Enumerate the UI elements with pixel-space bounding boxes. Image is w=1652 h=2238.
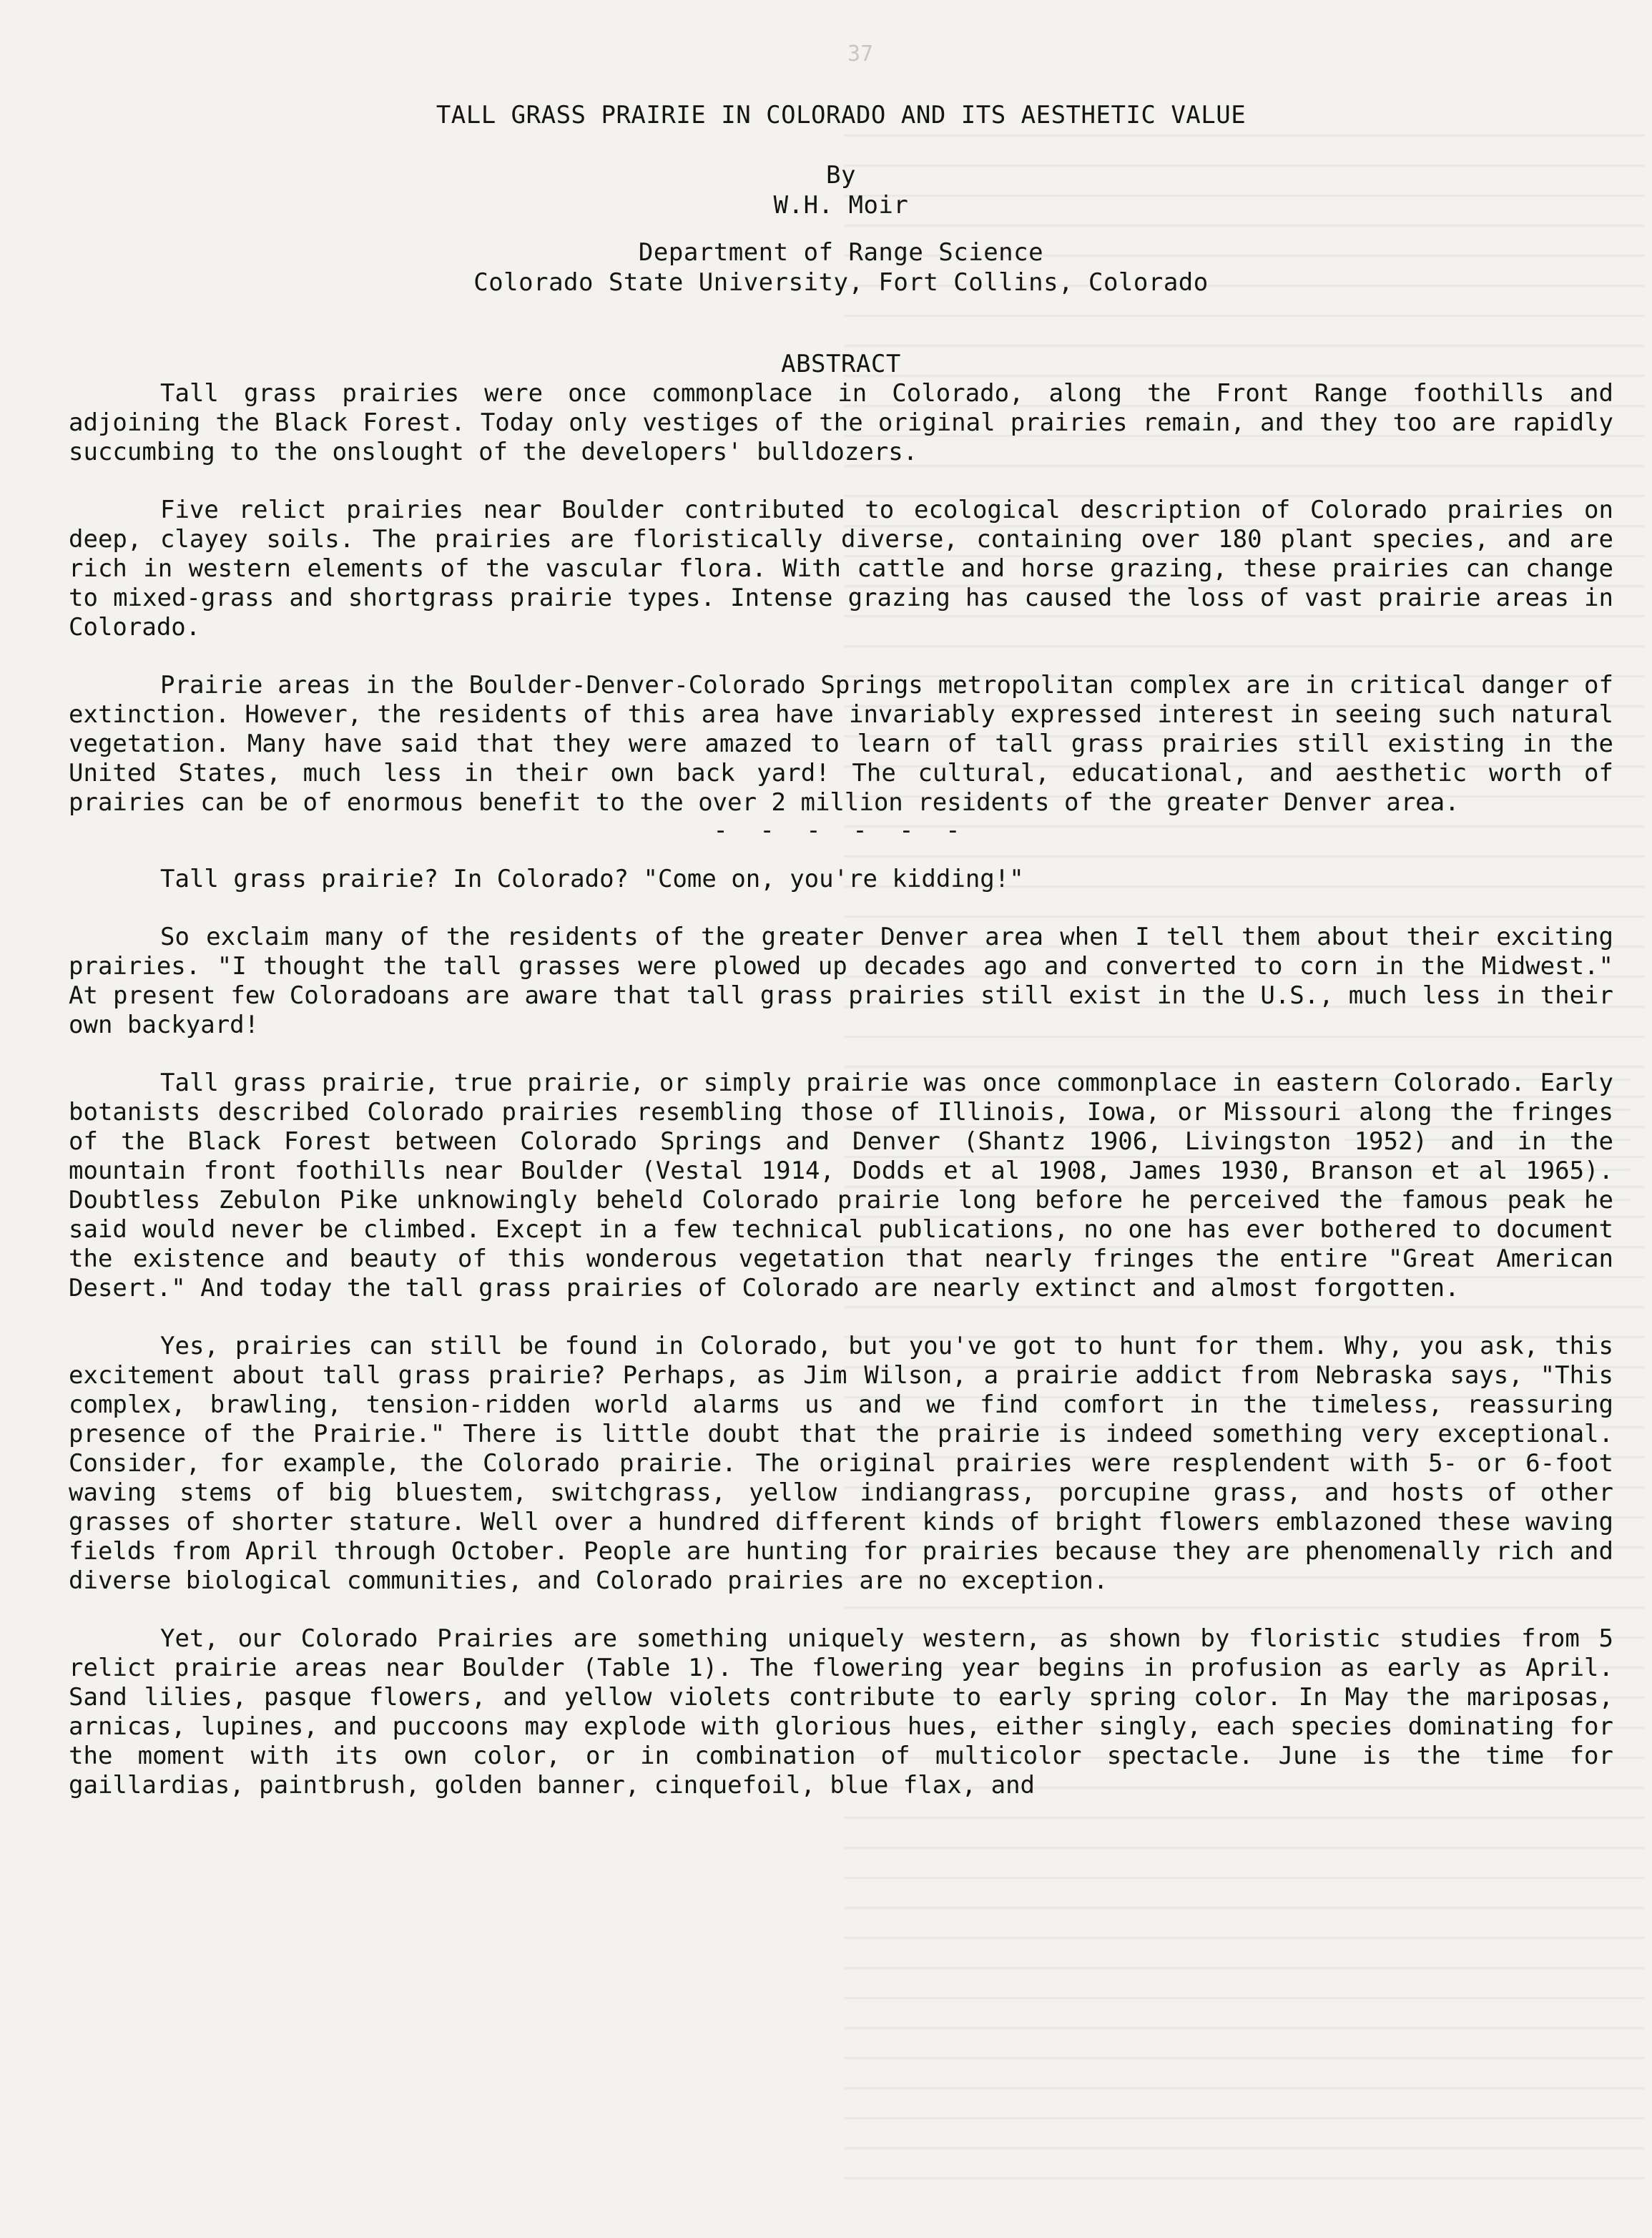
- author-department: Department of Range Science: [638, 238, 1044, 267]
- byline-label: By: [826, 161, 856, 190]
- body-paragraph: So exclaim many of the residents of the greater Denver area when I tell them about their exciting prairies. "I thought the tall grasses were plowed up decades ago and converted to corn in the Midwest." At present few Coloradoans are aware that tall grass prairies still exist in the U.S., much less in their own backyard!: [69, 923, 1613, 1039]
- abstract-paragraph: Tall grass prairies were once commonplace in Colorado, along the Front Range foothills and adjoining the Black Forest. Today only vestiges of the original prairies remain, and they too are rapidly succumbing to the onslought of the developers' bulldozers.: [69, 379, 1613, 466]
- abstract-paragraph: Five relict prairies near Boulder contributed to ecological description of Colorado prairies on deep, clayey soils. The prairies are floristically diverse, containing over 180 plant species, and are rich in western elements of the vascular flora. With cattle and horse grazing, these prairies can change to mixed-grass and shortgrass prairie types. Intense grazing has caused the loss of vast prairie areas in Colorado.: [69, 496, 1613, 642]
- section-separator: - - - - - -: [713, 816, 969, 845]
- body-paragraph: Yes, prairies can still be found in Colorado, but you've got to hunt for them. Why, you ask, this excitement about tall grass prairie? Perhaps, as Jim Wilson, a prairie addict from Nebraska says, "This complex, brawling, tension-ridden world alarms us and we find comfort in the timeless, reassuring presence of the Prairie." There is little doubt that the prairie is indeed something very exceptional. Consider, for example, the Colorado prairie. The original prairies were resplendent with 5- or 6-foot waving stems of big bluestem, switchgrass, yellow indiangrass, porcupine grass, and hosts of other grasses of shorter stature. Well over a hundred different kinds of bright flowers emblazoned these waving fields from April through October. People are hunting for prairies because they are phenomenally rich and diverse biological communities, and Colorado prairies are no exception.: [69, 1332, 1613, 1595]
- author-name: W.H. Moir: [773, 191, 909, 220]
- paper-title: TALL GRASS PRAIRIE IN COLORADO AND ITS AESTHETIC VALUE: [436, 101, 1247, 129]
- body-paragraph: Yet, our Colorado Prairies are something uniquely western, as shown by floristic studies from 5 relict prairie areas near Boulder (Table 1). The flowering year begins in profusion as early as April. Sand lilies, pasque flowers, and yellow violets contribute to early spring color. In May the mariposas, arnicas, lupines, and puccoons may explode with glorious hues, either singly, each species dominating for the moment with its own color, or in combination of multicolor spectacle. June is the time for gaillardias, paintbrush, golden banner, cinquefoil, blue flax, and: [69, 1624, 1613, 1800]
- abstract-paragraph: Prairie areas in the Boulder-Denver-Colorado Springs metropolitan complex are in critical danger of extinction. However, the residents of this area have invariably expressed interest in seeing such natural vegetation. Many have said that they were amazed to learn of tall grass prairies still existing in the United States, much less in their own back yard! The cultural, educational, and aesthetic worth of prairies can be of enormous benefit to the over 2 million residents of the greater Denver area.: [69, 671, 1613, 817]
- author-university: Colorado State University, Fort Collins, Colorado: [473, 268, 1209, 297]
- opening-quote-line: Tall grass prairie? In Colorado? "Come on, you're kidding!": [160, 865, 1024, 893]
- paper-content: [69, 100, 1613, 1829]
- abstract-heading: ABSTRACT: [781, 350, 901, 378]
- main-body: [69, 923, 1613, 1800]
- body-paragraph: Tall grass prairie, true prairie, or simply prairie was once commonplace in eastern Colorado. Early botanists described Colorado prairies resembling those of Illinois, Iowa, or Missouri along the fringes of the Black Forest between Colorado Springs and Denver (Shantz 1906, Livingston 1952) and in the mountain front foothills near Boulder (Vestal 1914, Dodds et al 1908, James 1930, Branson et al 1965). Doubtless Zebulon Pike unknowingly beheld Colorado prairie long before he perceived the famous peak he said would never be climbed. Except in a few technical publications, no one has ever bothered to document the existence and beauty of this wonderous vegetation that nearly fringes the entire "Great American Desert." And today the tall grass prairies of Colorado are nearly extinct and almost forgotten.: [69, 1069, 1613, 1302]
- page-number: 37: [847, 41, 874, 67]
- abstract-section: [69, 379, 1613, 818]
